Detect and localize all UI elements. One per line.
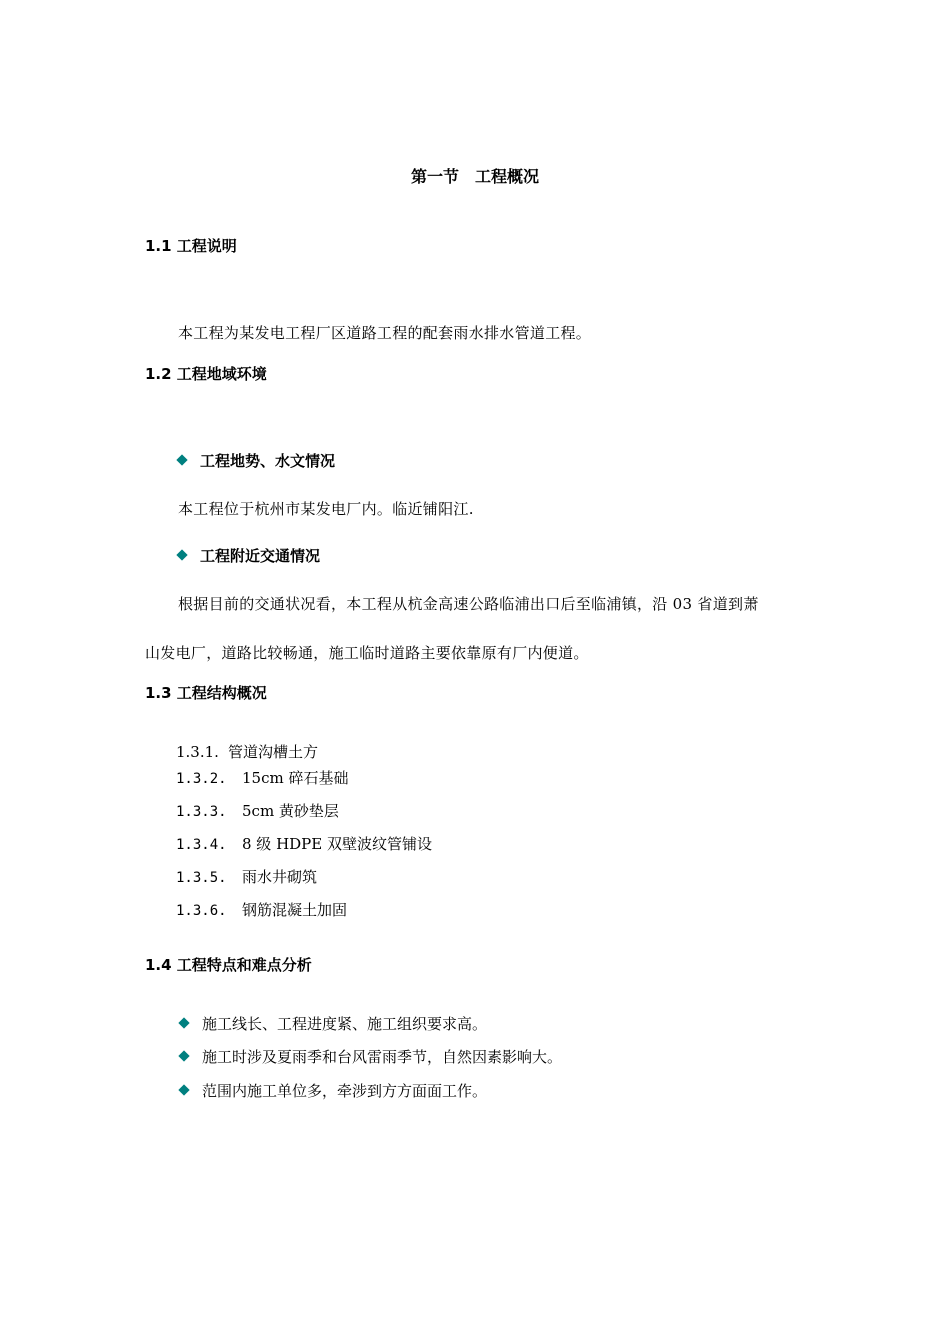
list-item bbox=[176, 741, 318, 762]
diamond-bullet-icon bbox=[178, 1017, 189, 1028]
subheading-traffic-label: 工程附近交通情况 bbox=[200, 547, 321, 565]
paragraph-traffic-line-2: 山发电厂，道路比较畅通，施工临时道路主要依靠原有厂内便道。 bbox=[145, 644, 589, 662]
list-item-text: 施工时涉及夏雨季和台风雷雨季节，自然因素影响大。 bbox=[202, 1048, 563, 1066]
section-heading-1-2: 1.2 工程地域环境 bbox=[145, 365, 267, 383]
diamond-bullet-icon bbox=[176, 549, 187, 560]
list-item-text: 15cm 碎石基础 bbox=[242, 769, 349, 787]
subheading-terrain-label: 工程地势、水文情况 bbox=[200, 452, 336, 470]
list-item-text: 5cm 黄砂垫层 bbox=[242, 802, 339, 820]
list-item bbox=[180, 1013, 487, 1034]
list-item-text: 施工线长、工程进度紧、施工组织要求高。 bbox=[202, 1015, 488, 1033]
section-heading-1-4: 1.4 工程特点和难点分析 bbox=[145, 956, 312, 974]
list-item-number: 1.3.2. bbox=[176, 771, 227, 787]
diamond-bullet-icon bbox=[178, 1084, 189, 1095]
page-title: 第一节 工程概况 bbox=[410, 167, 539, 186]
diamond-bullet-icon bbox=[178, 1050, 189, 1061]
list-item-text: 8 级 HDPE 双壁波纹管铺设 bbox=[242, 835, 432, 853]
list-item-number: 1.3.6. bbox=[176, 903, 227, 919]
list-item bbox=[176, 899, 347, 920]
list-item-text: 雨水井砌筑 bbox=[242, 868, 318, 886]
list-item-number: 1.3.3. bbox=[176, 804, 227, 820]
list-item bbox=[176, 866, 317, 887]
list-item-number: 1.3.5. bbox=[176, 870, 227, 886]
list-item-text: 范围内施工单位多，牵涉到方方面面工作。 bbox=[202, 1082, 488, 1100]
subheading-terrain bbox=[178, 450, 335, 471]
section-heading-1-1: 1.1 工程说明 bbox=[145, 237, 237, 255]
list-item bbox=[176, 833, 432, 854]
list-item bbox=[176, 800, 339, 821]
list-item bbox=[176, 767, 348, 788]
list-item-number: 1.3.4. bbox=[176, 837, 227, 853]
section-heading-1-3: 1.3 工程结构概况 bbox=[145, 684, 267, 702]
list-item-text: 管道沟槽土方 bbox=[228, 743, 319, 761]
paragraph-traffic-line-1: 根据目前的交通状况看，本工程从杭金高速公路临浦出口后至临浦镇，沿 03 省道到萧 bbox=[178, 595, 759, 613]
list-item bbox=[180, 1046, 562, 1067]
list-item-number: 1.3.1. bbox=[176, 743, 219, 761]
subheading-traffic bbox=[178, 545, 320, 566]
list-item-text: 钢筋混凝土加固 bbox=[242, 901, 348, 919]
paragraph-1-1: 本工程为某发电工程厂区道路工程的配套雨水排水管道工程。 bbox=[178, 324, 592, 342]
paragraph-terrain: 本工程位于杭州市某发电厂内。临近铺阳江. bbox=[178, 500, 474, 518]
diamond-bullet-icon bbox=[176, 454, 187, 465]
list-item bbox=[180, 1080, 487, 1101]
